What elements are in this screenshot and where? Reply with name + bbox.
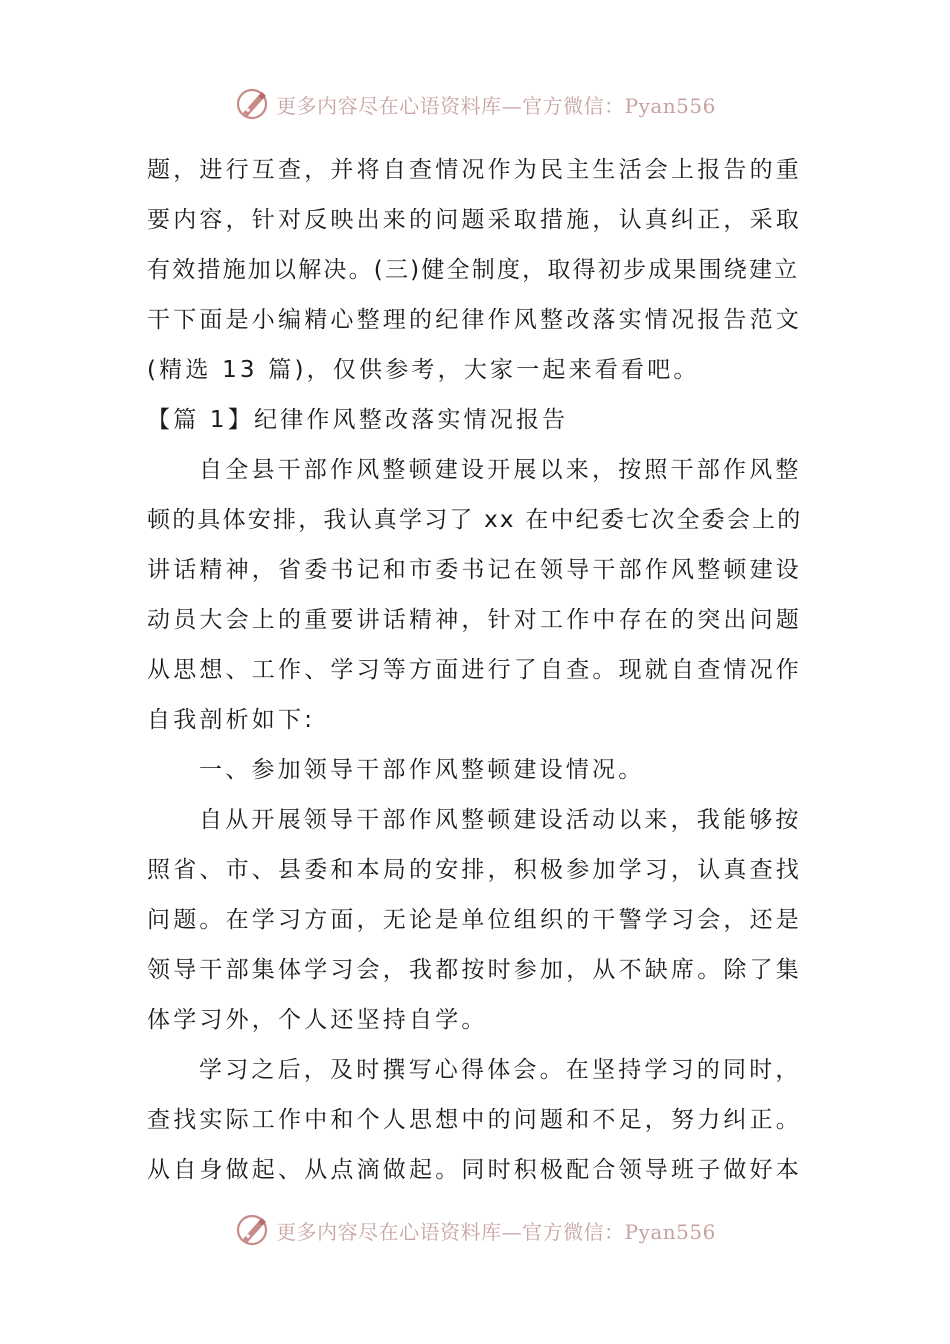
- text-line: 自我剖析如下:: [147, 707, 316, 733]
- text-line: 动员大会上的重要讲话精神，针对工作中存在的突出问题: [147, 607, 802, 633]
- watermark-text: 更多内容尽在心语资料库—官方微信：Pyan556: [276, 93, 716, 118]
- footer-watermark: [0, 1208, 950, 1252]
- text-line: 从思想、工作、学习等方面进行了自查。现就自查情况作: [147, 657, 802, 683]
- text-line: 顿的具体安排，我认真学习了 xx 在中纪委七次全委会上的: [147, 507, 803, 533]
- subsection-heading: 一、参加领导干部作风整顿建设情况。: [199, 757, 645, 783]
- text-line: 讲话精神，省委书记和市委书记在领导干部作风整顿建设: [147, 557, 802, 583]
- text-line: 要内容，针对反映出来的问题采取措施，认真纠正，采取: [147, 207, 802, 233]
- text-line: (精选 13 篇)，仅供参考，大家一起来看看吧。: [147, 357, 700, 383]
- text-line: 自从开展领导干部作风整顿建设活动以来，我能够按: [199, 807, 802, 833]
- text-line: 从自身做起、从点滴做起。同时积极配合领导班子做好本: [147, 1157, 802, 1183]
- text-line: 自全县干部作风整顿建设开展以来，按照干部作风整: [199, 457, 802, 483]
- text-line: 领导干部集体学习会，我都按时参加，从不缺席。除了集: [147, 957, 802, 983]
- text-line: 学习之后，及时撰写心得体会。在坚持学习的同时，: [199, 1057, 802, 1083]
- text-line: 干下面是小编精心整理的纪律作风整改落实情况报告范文: [147, 307, 802, 333]
- text-line: 照省、市、县委和本局的安排，积极参加学习，认真查找: [147, 857, 802, 883]
- watermark-text: 更多内容尽在心语资料库—官方微信：Pyan556: [276, 1219, 716, 1244]
- document-body: [147, 145, 807, 1195]
- header-watermark: [0, 82, 950, 126]
- text-line: 问题。在学习方面，无论是单位组织的干警学习会，还是: [147, 907, 802, 933]
- text-line: 题，进行互查，并将自查情况作为民主生活会上报告的重: [147, 157, 802, 183]
- text-line: 查找实际工作中和个人思想中的问题和不足，努力纠正。: [147, 1107, 802, 1133]
- section-heading: 【篇 1】纪律作风整改落实情况报告: [147, 407, 569, 433]
- text-line: 有效措施加以解决。(三)健全制度，取得初步成果围绕建立: [147, 257, 800, 283]
- text-line: 体学习外，个人还坚持自学。: [147, 1007, 488, 1033]
- pen-nib-circle-icon: [234, 86, 270, 122]
- pen-nib-circle-icon: [234, 1212, 270, 1248]
